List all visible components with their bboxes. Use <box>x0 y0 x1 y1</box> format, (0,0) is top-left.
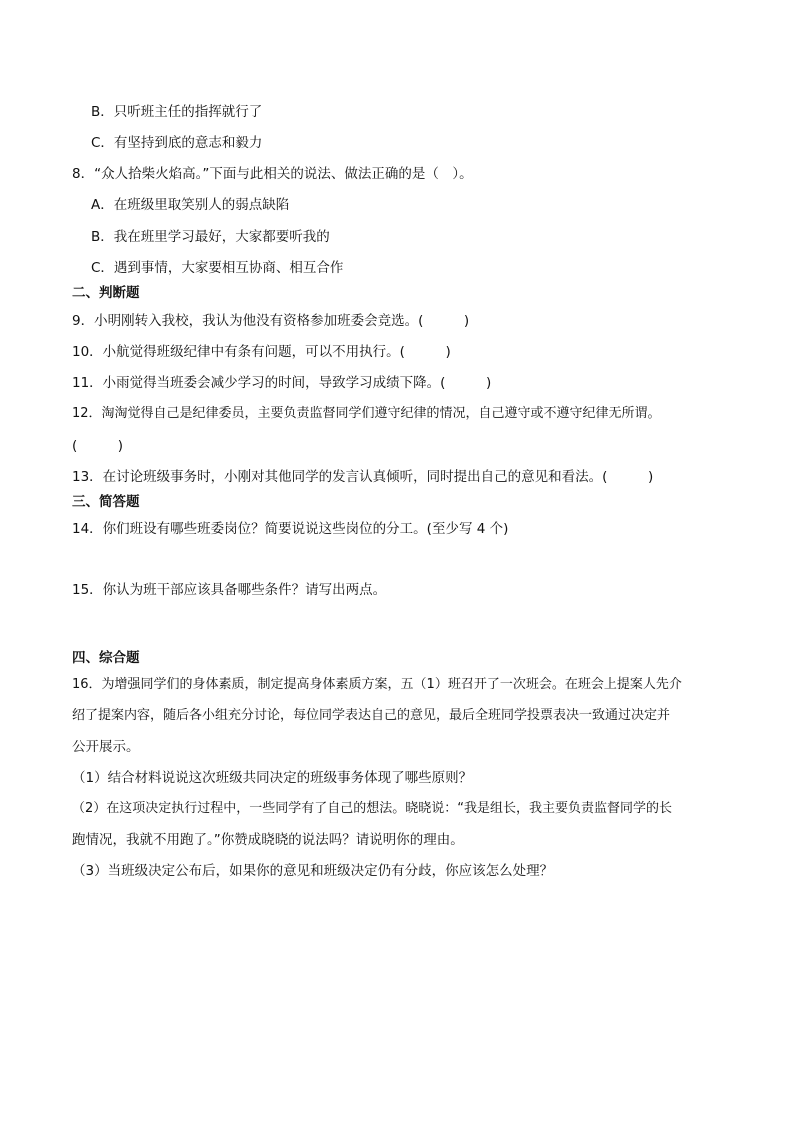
q8-stem: 8．“众人拾柴火焰高。”下面与此相关的说法、做法正确的是（ ）。 <box>72 166 473 182</box>
q16-sub2-line1: （2）在这项决定执行过程中，一些同学有了自己的想法。晓晓说：“我是组长，我主要负责监督同学的长 <box>72 801 673 816</box>
section-2-heading: 二、判断题 <box>72 285 140 301</box>
q16-line2: 绍了提案内容，随后各小组充分讨论，每位同学表达自己的意见，最后全班同学投票表决一致通过决定并 <box>72 708 671 723</box>
q8-option-c: C．遇到事情，大家要相互协商、相互合作 <box>91 260 344 276</box>
section-4-heading: 四、综合题 <box>72 650 140 666</box>
section-3-heading: 三、简答题 <box>72 494 140 510</box>
q13: 13．在讨论班级事务时，小刚对其他同学的发言认真倾听，同时提出自己的意见和看法。( ) <box>72 469 654 485</box>
q7-option-c: C．有坚持到底的意志和毅力 <box>91 135 263 151</box>
q12-line1: 12．淘淘觉得自己是纪律委员，主要负责监督同学们遵守纪律的情况，自己遵守或不遵守纪律无所谓。 <box>72 406 661 421</box>
q14: 14．你们班设有哪些班委岗位？简要说说这些岗位的分工。(至少写 4 个) <box>72 521 509 537</box>
q12-line2: ( ) <box>72 438 124 454</box>
q8-option-a: A．在班级里取笑别人的弱点缺陷 <box>91 197 290 213</box>
q11: 11．小雨觉得当班委会减少学习的时间，导致学习成绩下降。( ) <box>72 375 492 391</box>
q8-option-b: B．我在班里学习最好，大家都要听我的 <box>91 229 330 245</box>
q15: 15．你认为班干部应该具备哪些条件？请写出两点。 <box>72 582 387 598</box>
q16-line1: 16．为增强同学们的身体素质，制定提高身体素质方案，五（1）班召开了一次班会。在班会上提案人先介 <box>72 677 682 692</box>
q7-option-b: B．只听班主任的指挥就行了 <box>91 104 263 120</box>
q16-line3: 公开展示。 <box>72 739 140 755</box>
q16-sub1: （1）结合材料说说这次班级共同决定的班级事务体现了哪些原则？ <box>72 770 473 786</box>
q16-sub3: （3）当班级决定公布后，如果你的意见和班级决定仍有分歧，你应该怎么处理？ <box>72 863 554 879</box>
q16-sub2-line2: 跑情况，我就不用跑了。”你赞成晓晓的说法吗？请说明你的理由。 <box>72 832 464 848</box>
q10: 10．小航觉得班级纪律中有条有问题，可以不用执行。( ) <box>72 344 451 360</box>
q9: 9．小明刚转入我校，我认为他没有资格参加班委会竞选。( ) <box>72 313 470 329</box>
